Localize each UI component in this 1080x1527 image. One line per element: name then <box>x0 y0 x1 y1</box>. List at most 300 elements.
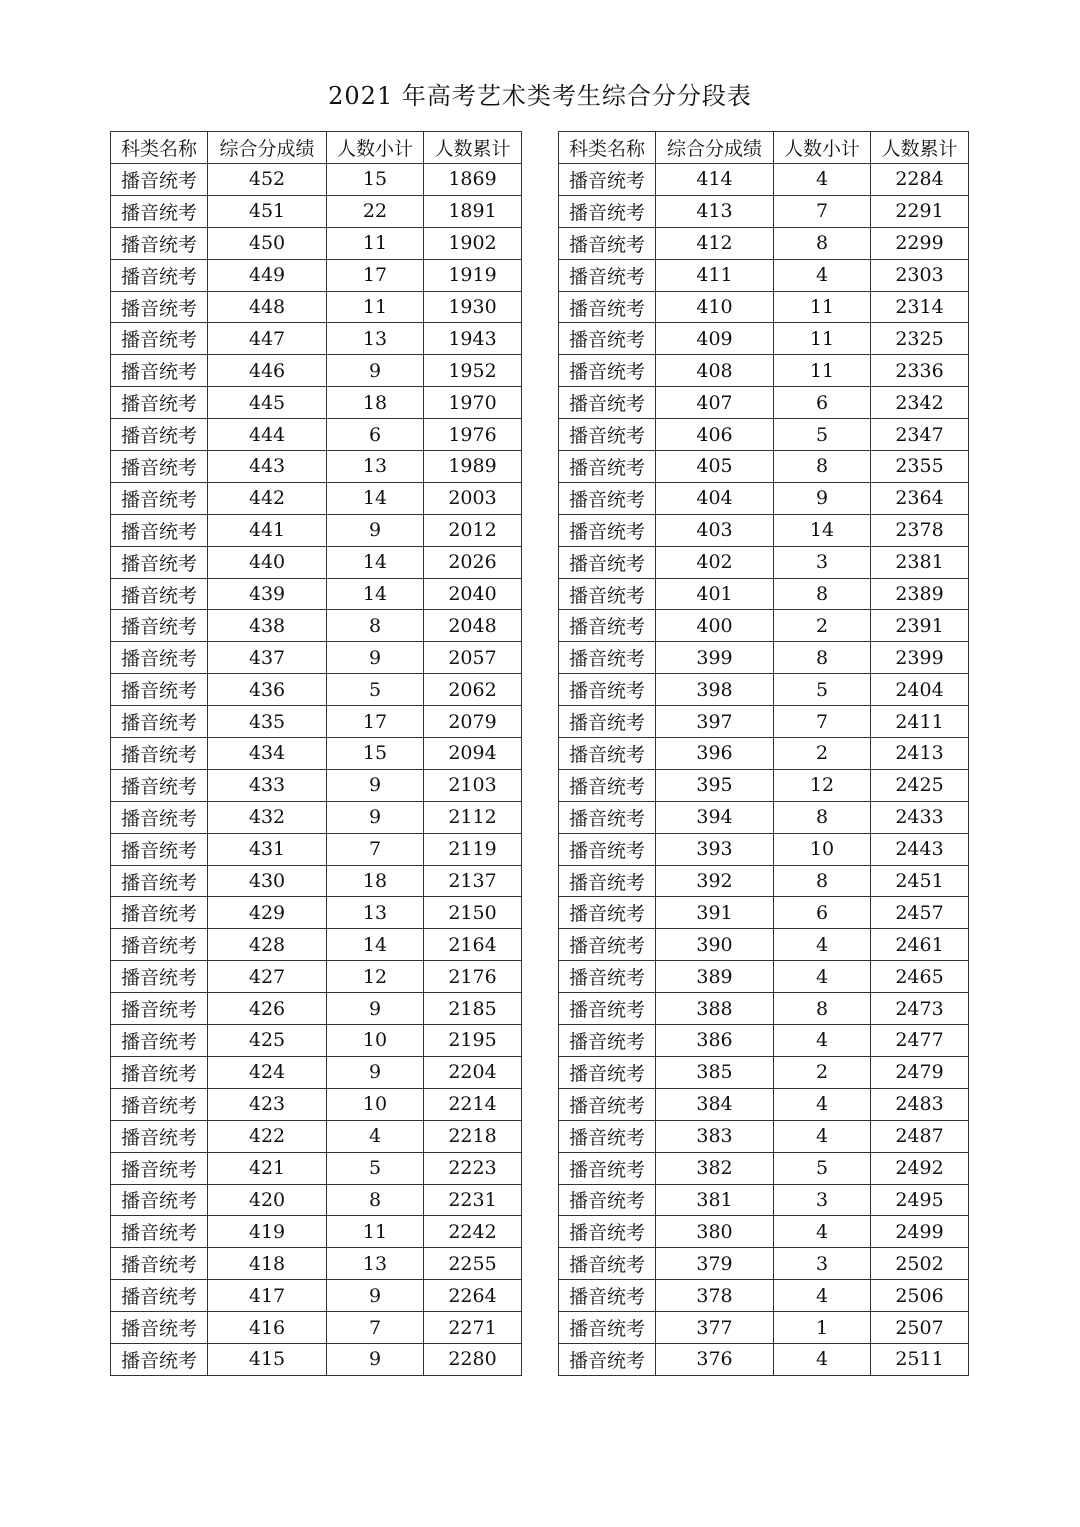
category-cell: 播音统考 <box>111 1120 208 1152</box>
cumulative-cell: 2483 <box>871 1088 969 1120</box>
score-cell: 418 <box>208 1248 327 1280</box>
category-cell: 播音统考 <box>559 1216 656 1248</box>
category-cell: 播音统考 <box>111 1280 208 1312</box>
category-cell: 播音统考 <box>559 164 656 196</box>
table-row <box>111 514 522 546</box>
cumulative-cell: 2378 <box>871 514 969 546</box>
table-row <box>111 164 522 196</box>
count-cell: 4 <box>774 1120 871 1152</box>
score-cell: 402 <box>656 546 774 578</box>
cumulative-cell: 2062 <box>424 674 522 706</box>
score-cell: 388 <box>656 993 774 1025</box>
category-cell: 播音统考 <box>559 482 656 514</box>
table-row <box>559 451 969 483</box>
category-cell: 播音统考 <box>111 419 208 451</box>
table-row <box>559 1088 969 1120</box>
category-cell: 播音统考 <box>559 1056 656 1088</box>
cumulative-cell: 2461 <box>871 929 969 961</box>
score-cell: 406 <box>656 419 774 451</box>
cumulative-cell: 2150 <box>424 897 522 929</box>
table-row <box>559 769 969 801</box>
table-row <box>111 674 522 706</box>
category-cell: 播音统考 <box>559 323 656 355</box>
cumulative-cell: 2026 <box>424 546 522 578</box>
table-row <box>559 1216 969 1248</box>
count-cell: 9 <box>327 993 424 1025</box>
table-row <box>111 1056 522 1088</box>
table-row <box>559 706 969 738</box>
count-cell: 9 <box>327 769 424 801</box>
table-row <box>111 387 522 419</box>
cumulative-cell: 2164 <box>424 929 522 961</box>
count-cell: 1 <box>774 1312 871 1344</box>
count-cell: 11 <box>327 291 424 323</box>
category-cell: 播音统考 <box>559 1280 656 1312</box>
count-cell: 8 <box>774 451 871 483</box>
cumulative-cell: 2012 <box>424 514 522 546</box>
count-cell: 9 <box>327 801 424 833</box>
category-cell: 播音统考 <box>559 833 656 865</box>
header-count: 人数小计 <box>327 132 424 164</box>
header-category: 科类名称 <box>111 132 208 164</box>
count-cell: 9 <box>774 482 871 514</box>
count-cell: 14 <box>327 546 424 578</box>
cumulative-cell: 2473 <box>871 993 969 1025</box>
score-cell: 377 <box>656 1312 774 1344</box>
table-row <box>111 929 522 961</box>
table-row <box>559 642 969 674</box>
cumulative-cell: 2411 <box>871 706 969 738</box>
cumulative-cell: 1989 <box>424 451 522 483</box>
table-row <box>111 1343 522 1375</box>
cumulative-cell: 2271 <box>424 1312 522 1344</box>
table-body-left <box>111 164 522 1376</box>
score-cell: 408 <box>656 355 774 387</box>
score-cell: 401 <box>656 578 774 610</box>
cumulative-cell: 2242 <box>424 1216 522 1248</box>
count-cell: 6 <box>327 419 424 451</box>
category-cell: 播音统考 <box>559 419 656 451</box>
table-row <box>111 482 522 514</box>
score-cell: 382 <box>656 1152 774 1184</box>
cumulative-cell: 2495 <box>871 1184 969 1216</box>
count-cell: 15 <box>327 738 424 770</box>
category-cell: 播音统考 <box>559 674 656 706</box>
table-row <box>559 865 969 897</box>
table-row <box>111 1152 522 1184</box>
count-cell: 3 <box>774 1184 871 1216</box>
cumulative-cell: 2119 <box>424 833 522 865</box>
score-cell: 400 <box>656 610 774 642</box>
count-cell: 4 <box>774 1343 871 1375</box>
category-cell: 播音统考 <box>559 993 656 1025</box>
score-cell: 436 <box>208 674 327 706</box>
table-row <box>111 610 522 642</box>
category-cell: 播音统考 <box>111 164 208 196</box>
table-row <box>559 195 969 227</box>
table-row <box>559 961 969 993</box>
category-cell: 播音统考 <box>111 195 208 227</box>
count-cell: 9 <box>327 514 424 546</box>
table-row <box>111 259 522 291</box>
score-cell: 447 <box>208 323 327 355</box>
cumulative-cell: 2465 <box>871 961 969 993</box>
count-cell: 4 <box>327 1120 424 1152</box>
score-cell: 422 <box>208 1120 327 1152</box>
page-title: 2021 年高考艺术类考生综合分分段表 <box>328 82 752 110</box>
header-score: 综合分成绩 <box>208 132 327 164</box>
category-cell: 播音统考 <box>559 514 656 546</box>
count-cell: 4 <box>774 1088 871 1120</box>
cumulative-cell: 1976 <box>424 419 522 451</box>
score-cell: 379 <box>656 1248 774 1280</box>
score-cell: 444 <box>208 419 327 451</box>
category-cell: 播音统考 <box>111 642 208 674</box>
score-cell: 445 <box>208 387 327 419</box>
cumulative-cell: 2389 <box>871 578 969 610</box>
score-table-right <box>558 131 969 1376</box>
count-cell: 7 <box>327 1312 424 1344</box>
score-cell: 427 <box>208 961 327 993</box>
cumulative-cell: 2303 <box>871 259 969 291</box>
cumulative-cell: 2218 <box>424 1120 522 1152</box>
count-cell: 8 <box>774 993 871 1025</box>
score-cell: 435 <box>208 706 327 738</box>
category-cell: 播音统考 <box>559 1088 656 1120</box>
count-cell: 14 <box>327 578 424 610</box>
cumulative-cell: 2003 <box>424 482 522 514</box>
category-cell: 播音统考 <box>111 259 208 291</box>
category-cell: 播音统考 <box>559 195 656 227</box>
count-cell: 4 <box>774 929 871 961</box>
category-cell: 播音统考 <box>111 1184 208 1216</box>
table-row <box>111 993 522 1025</box>
score-cell: 393 <box>656 833 774 865</box>
cumulative-cell: 2204 <box>424 1056 522 1088</box>
category-cell: 播音统考 <box>111 674 208 706</box>
table-row <box>111 1025 522 1057</box>
count-cell: 9 <box>327 1056 424 1088</box>
category-cell: 播音统考 <box>111 769 208 801</box>
score-cell: 431 <box>208 833 327 865</box>
score-cell: 399 <box>656 642 774 674</box>
header-category: 科类名称 <box>559 132 656 164</box>
table-row <box>559 259 969 291</box>
score-cell: 384 <box>656 1088 774 1120</box>
score-cell: 446 <box>208 355 327 387</box>
score-cell: 430 <box>208 865 327 897</box>
category-cell: 播音统考 <box>111 451 208 483</box>
header-score: 综合分成绩 <box>656 132 774 164</box>
cumulative-cell: 2057 <box>424 642 522 674</box>
table-row <box>111 833 522 865</box>
score-cell: 411 <box>656 259 774 291</box>
category-cell: 播音统考 <box>559 706 656 738</box>
category-cell: 播音统考 <box>111 865 208 897</box>
table-row <box>111 355 522 387</box>
count-cell: 4 <box>774 961 871 993</box>
category-cell: 播音统考 <box>559 865 656 897</box>
cumulative-cell: 1970 <box>424 387 522 419</box>
cumulative-cell: 2487 <box>871 1120 969 1152</box>
count-cell: 12 <box>774 769 871 801</box>
count-cell: 9 <box>327 1343 424 1375</box>
cumulative-cell: 2391 <box>871 610 969 642</box>
table-row <box>559 419 969 451</box>
cumulative-cell: 2314 <box>871 291 969 323</box>
count-cell: 14 <box>774 514 871 546</box>
score-cell: 429 <box>208 897 327 929</box>
cumulative-cell: 1869 <box>424 164 522 196</box>
count-cell: 10 <box>774 833 871 865</box>
count-cell: 15 <box>327 164 424 196</box>
cumulative-cell: 2347 <box>871 419 969 451</box>
score-cell: 421 <box>208 1152 327 1184</box>
category-cell: 播音统考 <box>559 897 656 929</box>
category-cell: 播音统考 <box>559 451 656 483</box>
table-row <box>559 897 969 929</box>
table-row <box>111 1248 522 1280</box>
table-row <box>559 1056 969 1088</box>
cumulative-cell: 2499 <box>871 1216 969 1248</box>
count-cell: 5 <box>774 419 871 451</box>
category-cell: 播音统考 <box>559 769 656 801</box>
score-cell: 425 <box>208 1025 327 1057</box>
count-cell: 8 <box>774 865 871 897</box>
count-cell: 6 <box>774 387 871 419</box>
count-cell: 4 <box>774 259 871 291</box>
header-count: 人数小计 <box>774 132 871 164</box>
cumulative-cell: 2364 <box>871 482 969 514</box>
count-cell: 4 <box>774 1280 871 1312</box>
score-cell: 383 <box>656 1120 774 1152</box>
count-cell: 8 <box>774 801 871 833</box>
category-cell: 播音统考 <box>559 227 656 259</box>
table-row <box>111 419 522 451</box>
count-cell: 2 <box>774 610 871 642</box>
cumulative-cell: 2381 <box>871 546 969 578</box>
score-cell: 404 <box>656 482 774 514</box>
category-cell: 播音统考 <box>559 259 656 291</box>
cumulative-cell: 2137 <box>424 865 522 897</box>
cumulative-cell: 1943 <box>424 323 522 355</box>
count-cell: 22 <box>327 195 424 227</box>
category-cell: 播音统考 <box>111 546 208 578</box>
score-cell: 407 <box>656 387 774 419</box>
score-cell: 415 <box>208 1343 327 1375</box>
cumulative-cell: 2399 <box>871 642 969 674</box>
score-cell: 428 <box>208 929 327 961</box>
count-cell: 14 <box>327 482 424 514</box>
cumulative-cell: 2457 <box>871 897 969 929</box>
category-cell: 播音统考 <box>559 355 656 387</box>
category-cell: 播音统考 <box>111 1343 208 1375</box>
cumulative-cell: 2291 <box>871 195 969 227</box>
count-cell: 13 <box>327 897 424 929</box>
score-cell: 442 <box>208 482 327 514</box>
table-row <box>559 1312 969 1344</box>
cumulative-cell: 2413 <box>871 738 969 770</box>
cumulative-cell: 2479 <box>871 1056 969 1088</box>
cumulative-cell: 1902 <box>424 227 522 259</box>
table-row <box>111 865 522 897</box>
cumulative-cell: 2325 <box>871 323 969 355</box>
count-cell: 8 <box>774 578 871 610</box>
cumulative-cell: 2502 <box>871 1248 969 1280</box>
score-cell: 405 <box>656 451 774 483</box>
cumulative-cell: 1930 <box>424 291 522 323</box>
cumulative-cell: 2433 <box>871 801 969 833</box>
table-header-row <box>559 132 969 164</box>
score-cell: 397 <box>656 706 774 738</box>
score-cell: 416 <box>208 1312 327 1344</box>
table-row <box>111 1088 522 1120</box>
table-row <box>559 610 969 642</box>
table-row <box>111 642 522 674</box>
table-row <box>559 164 969 196</box>
category-cell: 播音统考 <box>111 578 208 610</box>
category-cell: 播音统考 <box>559 1248 656 1280</box>
cumulative-cell: 2255 <box>424 1248 522 1280</box>
cumulative-cell: 2040 <box>424 578 522 610</box>
category-cell: 播音统考 <box>559 610 656 642</box>
table-row <box>559 227 969 259</box>
count-cell: 13 <box>327 1248 424 1280</box>
score-cell: 451 <box>208 195 327 227</box>
score-cell: 409 <box>656 323 774 355</box>
category-cell: 播音统考 <box>111 227 208 259</box>
cumulative-cell: 2336 <box>871 355 969 387</box>
category-cell: 播音统考 <box>559 578 656 610</box>
category-cell: 播音统考 <box>111 738 208 770</box>
score-cell: 380 <box>656 1216 774 1248</box>
cumulative-cell: 1952 <box>424 355 522 387</box>
category-cell: 播音统考 <box>559 387 656 419</box>
score-cell: 381 <box>656 1184 774 1216</box>
category-cell: 播音统考 <box>559 642 656 674</box>
count-cell: 18 <box>327 387 424 419</box>
count-cell: 17 <box>327 706 424 738</box>
table-body-right <box>559 164 969 1376</box>
score-cell: 386 <box>656 1025 774 1057</box>
table-row <box>559 514 969 546</box>
cumulative-cell: 2511 <box>871 1343 969 1375</box>
category-cell: 播音统考 <box>111 897 208 929</box>
table-row <box>111 195 522 227</box>
cumulative-cell: 2079 <box>424 706 522 738</box>
score-cell: 450 <box>208 227 327 259</box>
count-cell: 18 <box>327 865 424 897</box>
cumulative-cell: 2048 <box>424 610 522 642</box>
cumulative-cell: 2355 <box>871 451 969 483</box>
score-cell: 394 <box>656 801 774 833</box>
category-cell: 播音统考 <box>111 993 208 1025</box>
category-cell: 播音统考 <box>111 355 208 387</box>
count-cell: 3 <box>774 1248 871 1280</box>
count-cell: 9 <box>327 355 424 387</box>
count-cell: 11 <box>774 355 871 387</box>
header-cumulative: 人数累计 <box>424 132 522 164</box>
table-row <box>111 291 522 323</box>
cumulative-cell: 2404 <box>871 674 969 706</box>
table-row <box>559 1280 969 1312</box>
table-row <box>559 993 969 1025</box>
category-cell: 播音统考 <box>559 1343 656 1375</box>
score-cell: 389 <box>656 961 774 993</box>
score-cell: 433 <box>208 769 327 801</box>
score-cell: 413 <box>656 195 774 227</box>
category-cell: 播音统考 <box>111 706 208 738</box>
table-row <box>111 769 522 801</box>
table-row <box>559 387 969 419</box>
count-cell: 4 <box>774 1216 871 1248</box>
category-cell: 播音统考 <box>559 1184 656 1216</box>
table-row <box>559 578 969 610</box>
table-row <box>111 801 522 833</box>
table-row <box>111 451 522 483</box>
category-cell: 播音统考 <box>111 482 208 514</box>
cumulative-cell: 2094 <box>424 738 522 770</box>
cumulative-cell: 1919 <box>424 259 522 291</box>
score-cell: 391 <box>656 897 774 929</box>
score-cell: 432 <box>208 801 327 833</box>
count-cell: 13 <box>327 323 424 355</box>
score-cell: 449 <box>208 259 327 291</box>
table-row <box>559 674 969 706</box>
score-cell: 410 <box>656 291 774 323</box>
score-cell: 424 <box>208 1056 327 1088</box>
table-row <box>559 482 969 514</box>
score-cell: 426 <box>208 993 327 1025</box>
category-cell: 播音统考 <box>111 929 208 961</box>
count-cell: 9 <box>327 642 424 674</box>
score-cell: 441 <box>208 514 327 546</box>
category-cell: 播音统考 <box>111 833 208 865</box>
score-cell: 390 <box>656 929 774 961</box>
cumulative-cell: 2223 <box>424 1152 522 1184</box>
table-row <box>111 961 522 993</box>
table-row <box>559 323 969 355</box>
cumulative-cell: 2231 <box>424 1184 522 1216</box>
category-cell: 播音统考 <box>559 1152 656 1184</box>
score-cell: 419 <box>208 1216 327 1248</box>
count-cell: 12 <box>327 961 424 993</box>
cumulative-cell: 2264 <box>424 1280 522 1312</box>
count-cell: 9 <box>327 1280 424 1312</box>
count-cell: 8 <box>774 227 871 259</box>
category-cell: 播音统考 <box>559 961 656 993</box>
table-row <box>559 546 969 578</box>
table-row <box>111 1312 522 1344</box>
category-cell: 播音统考 <box>559 801 656 833</box>
count-cell: 6 <box>774 897 871 929</box>
category-cell: 播音统考 <box>111 961 208 993</box>
count-cell: 8 <box>327 610 424 642</box>
cumulative-cell: 1891 <box>424 195 522 227</box>
score-cell: 452 <box>208 164 327 196</box>
count-cell: 5 <box>774 1152 871 1184</box>
category-cell: 播音统考 <box>111 610 208 642</box>
category-cell: 播音统考 <box>111 514 208 546</box>
score-cell: 396 <box>656 738 774 770</box>
category-cell: 播音统考 <box>559 1312 656 1344</box>
table-row <box>559 1025 969 1057</box>
score-cell: 412 <box>656 227 774 259</box>
cumulative-cell: 2492 <box>871 1152 969 1184</box>
header-cumulative: 人数累计 <box>871 132 969 164</box>
score-cell: 420 <box>208 1184 327 1216</box>
count-cell: 4 <box>774 1025 871 1057</box>
